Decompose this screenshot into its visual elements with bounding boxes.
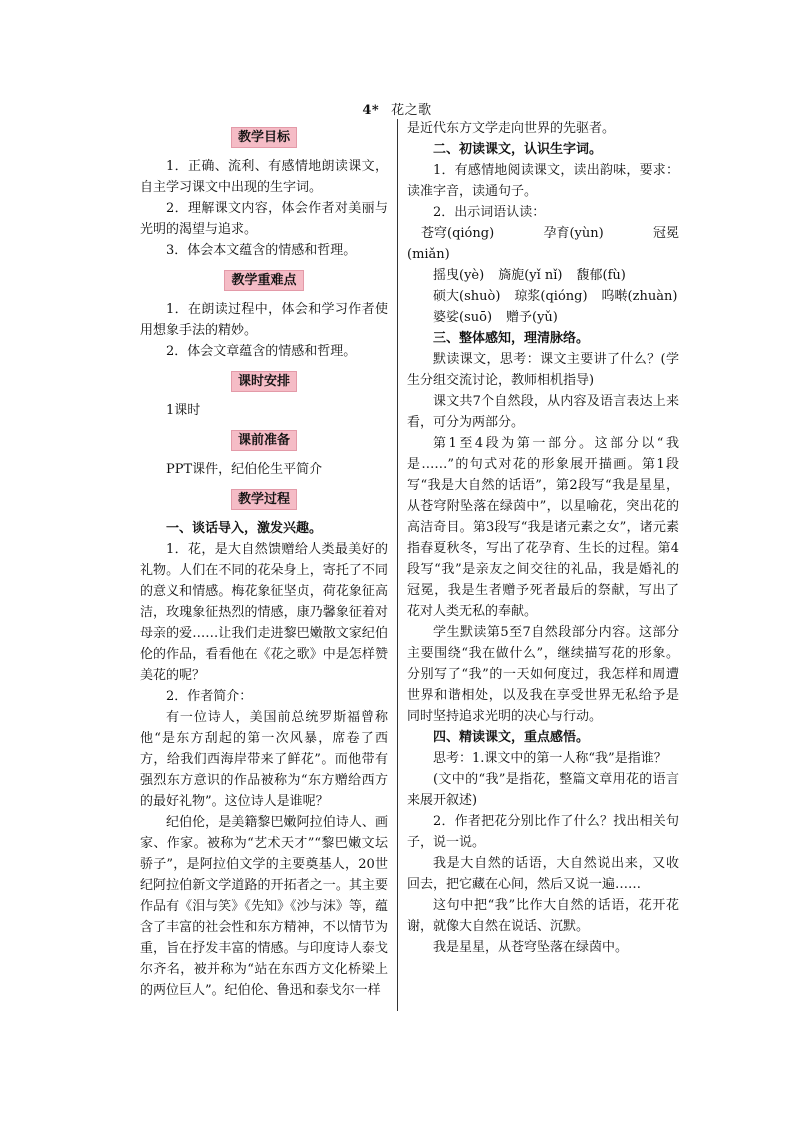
vocab-item: 赠予(yǔ): [506, 310, 558, 325]
step-heading: 二、初读课文，认识生字词。: [433, 142, 603, 157]
page-title: [0, 99, 794, 118]
paragraph: 第1至4段为第一部分。这部分以“我是……”的句式对花的形象展开描画。第1段写“我是大自然的话语”，第2段写“我是星星，从苍穹附坠落在绿茵中”，以星喻花，突出花的高洁奇目。第3段写“我是诸元素之女”，诸元素指春夏秋冬，写出了花孕育、生长的过程。第4段写“我”是亲友之间交往的礼品，我是婚礼的冠冕，我是生者赠予死者最后的祭献，写出了花对人类无私的奉献。: [407, 436, 679, 619]
vocab-item: 琼浆(qióng): [514, 289, 588, 304]
vocab-item: 旖旎(yǐ nǐ): [498, 268, 563, 283]
vocab-item: 馥郁(fù): [576, 268, 626, 283]
vocab-item: 婆娑(suō): [433, 310, 493, 325]
vocabulary-list: [407, 223, 679, 328]
paragraph: 学生默读第5至7自然段部分内容。这部分主要围绕“我在做什么”，继续描写花的形象。分别写了“我”的一天如何度过，我怎样和周遭世界和谐相处，以及我在享受世界无私给予是同时坚持追求光明的决心与行动。: [407, 625, 679, 724]
step-heading: 四、精读课文，重点感悟。: [433, 730, 590, 745]
paragraph: 这句中把“我”比作大自然的话语，花开花谢，就像大自然在说话、沉默。: [407, 898, 679, 934]
paragraph: 思考：1.课文中的第一人称“我”是指谁？: [433, 751, 667, 766]
vocab-item: 硕大(shuò): [433, 289, 501, 304]
paragraph: 课文共7个自然段，从内容及语言表达上来看，可分为两部分。: [407, 394, 679, 430]
paragraph: 2．作者把花分别比作了什么？找出相关句子，说一说。: [407, 814, 679, 850]
paragraph: 2．出示词语认读：: [433, 205, 546, 220]
paragraph: 有一位诗人，美国前总统罗斯福曾称他“是东方刮起的第一次风暴，席卷了西方，给我们西海岸带来了鲜花”。而他带有强烈东方意识的作品被称为“东方赠给西方的最好礼物”。这位诗人是谁呢？: [140, 710, 388, 809]
left-column: [140, 118, 388, 1001]
paragraph: 2．作者简介：: [166, 689, 253, 704]
paragraph: 2．理解课文内容，体会作者对美丽与光明的渴望与追求。: [140, 201, 388, 237]
section-heading-schedule: 课时安排: [231, 371, 297, 392]
paragraph: 2．体会文章蕴含的情感和哲理。: [166, 344, 357, 359]
paragraph: 我是星星，从苍穹坠落在绿茵中。: [433, 940, 629, 955]
paragraph: 3．体会本文蕴含的情感和哲理。: [166, 243, 357, 258]
paragraph: 我是大自然的话语，大自然说出来，又收回去，把它藏在心间，然后又说一遍……: [407, 856, 679, 892]
vocab-item: 摇曳(yè): [433, 268, 485, 283]
paragraph: PPT课件，纪伯伦生平简介: [166, 462, 323, 477]
paragraph: 1课时: [166, 403, 201, 418]
vocab-item: 苍穹(qióng): [421, 226, 495, 241]
paragraph: 是近代东方文学走向世界的先驱者。: [407, 121, 616, 136]
step-heading: 一、谈话导入，激发兴趣。: [166, 521, 323, 536]
column-divider: [397, 119, 398, 1011]
vocab-item: 呜啭(zhuàn): [601, 289, 678, 304]
vocab-item-continuation: (miǎn): [407, 247, 450, 262]
section-heading-process: 教学过程: [231, 489, 297, 510]
paragraph: 1．有感情地阅读课文，读出韵味，要求：读准字音，读通句子。: [407, 163, 679, 199]
step-heading: 三、整体感知，理清脉络。: [433, 331, 590, 346]
paragraph: 1．正确、流利、有感情地朗读课文，自主学习课文中出现的生字词。: [140, 159, 388, 195]
section-heading-key-points: 教学重难点: [224, 270, 303, 291]
paragraph: 1．花，是大自然馈赠给人类最美好的礼物。人们在不同的花朵身上，寄托了不同的意义和情感。梅花象征坚贞，荷花象征高洁，玫瑰象征热烈的情感，康乃馨象征着对母亲的爱……让我们走进黎巴嫩散文家纪伯伦的作品，看看他在《花之歌》中是怎样赞美花的呢？: [140, 542, 388, 683]
paragraph: (文中的“我”是指花，整篇文章用花的语言来展开叙述): [407, 772, 679, 808]
paragraph: 1．在朗读过程中，体会和学习作者使用想象手法的精妙。: [140, 302, 388, 338]
lesson-title: 花之歌: [391, 103, 432, 118]
paragraph: 默读课文，思考：课文主要讲了什么？(学生分组交流讨论，教师相机指导): [407, 352, 679, 388]
section-heading-preparation: 课前准备: [231, 430, 297, 451]
vocab-item: 冠冕: [652, 226, 679, 241]
vocab-item: 孕育(yùn): [543, 226, 604, 241]
section-heading-objectives: 教学目标: [231, 127, 297, 148]
lesson-number: 4*: [362, 103, 380, 118]
paragraph: 纪伯伦，是美籍黎巴嫩阿拉伯诗人、画家、作家。被称为“艺术天才”“黎巴嫩文坛骄子”，是阿拉伯文学的主要奠基人，20世纪阿拉伯新文学道路的开拓者之一。其主要作品有《泪与笑》《先知》《沙与沫》等，蕴含了丰富的社会性和东方精神，不以情节为重，旨在抒发丰富的情感。与印度诗人泰戈尔齐名，被并称为“站在东西方文化桥梁上的两位巨人”。纪伯伦、鲁迅和泰戈尔一样: [140, 815, 388, 998]
right-column: [407, 118, 679, 958]
